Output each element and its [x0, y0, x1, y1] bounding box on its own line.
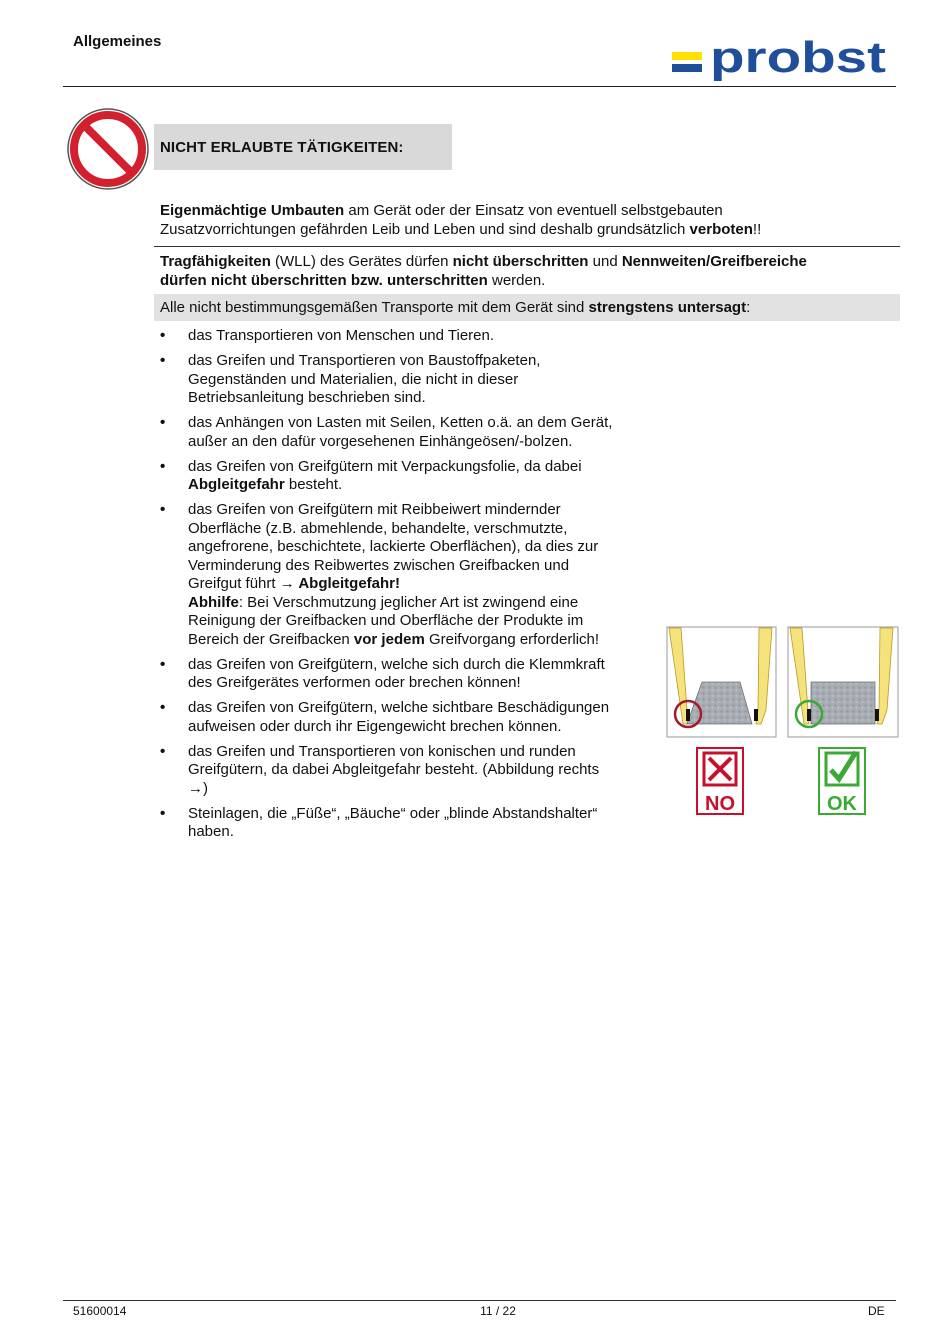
bullet-icon: •: [160, 742, 166, 760]
bullet-icon: •: [160, 655, 166, 673]
text: das Greifen von Greifgütern mit Reibbeiwert mindernder: [188, 501, 561, 518]
list-item: [160, 414, 640, 451]
list-item: [160, 656, 640, 693]
text: werden.: [487, 271, 546, 289]
text: !!: [752, 220, 762, 238]
list-item: [160, 501, 640, 649]
text-bold: Tragfähigkeiten: [160, 253, 271, 270]
text: am Gerät oder der Einsatz von eventuell selbstgebauten: [344, 202, 723, 219]
text: angefrorene, beschichtete, lackierte Oberflächen), da dies zur: [188, 538, 599, 555]
list-item: [160, 352, 640, 408]
text: haben.: [188, 823, 234, 840]
text: das Greifen von Greifgütern, welche sichtbare Beschädigungen: [188, 699, 610, 716]
text-bold: nicht überschritten: [452, 253, 589, 270]
text: Greifgütern, da dabei Abgleitgefahr besteht. (Abbildung rechts: [188, 761, 600, 778]
text: Bereich der Greifbacken: [188, 630, 354, 648]
text: das Greifen und Transportieren von konischen und runden: [188, 742, 576, 760]
panel-ok: [788, 627, 898, 737]
text: Betriebsanleitung beschrieben sind.: [188, 389, 426, 406]
text-bold: Nennweiten/Greifbereiche: [621, 253, 807, 270]
text: Greifgut führt: [188, 575, 280, 592]
list-item: [160, 699, 640, 736]
list-item: [160, 743, 640, 799]
bullet-icon: •: [160, 457, 166, 475]
text: des Greifgerätes verformen oder brechen können!: [188, 674, 521, 691]
logo-text: probst: [710, 38, 887, 82]
text: das Transportieren von Menschen und Tieren.: [188, 327, 495, 344]
bullet-icon: •: [160, 327, 166, 344]
text: außer an den dafür vorgesehenen Einhängeösen/-bolzen.: [188, 432, 573, 450]
text: Reinigung der Greifbacken und Oberfläche der Produkte im: [188, 612, 584, 629]
divider: [154, 246, 900, 247]
text: →): [188, 779, 208, 797]
prohibited-activities-list: [160, 327, 640, 848]
modification-warning: [160, 202, 896, 239]
text: das Greifen und Transportieren von Baustoffpaketen,: [188, 352, 541, 369]
text-bold: Eigenmächtige Umbauten: [160, 202, 345, 219]
bullet-icon: •: [160, 699, 166, 716]
warning-heading: [154, 124, 452, 170]
bullet-icon: •: [160, 804, 166, 822]
transport-prohibition-band: [154, 294, 900, 321]
text: das Anhängen von Lasten mit Seilen, Ketten o.ä. an dem Gerät,: [188, 414, 613, 431]
text: Alle nicht bestimmungsgemäßen Transporte mit dem Gerät sind: [160, 299, 589, 316]
gripping-illustration: [666, 626, 900, 820]
language-code: DE: [868, 1304, 885, 1318]
text: :: [746, 299, 751, 316]
no-badge: [697, 748, 743, 815]
text: Zusatzvorrichtungen gefährden Leib und Leben und sind deshalb grundsätzlich: [160, 220, 690, 238]
list-item: [160, 458, 640, 495]
bullet-icon: •: [160, 352, 166, 369]
probst-logo: [672, 38, 888, 84]
text: Greifvorgang erforderlich!: [424, 630, 600, 648]
text: Gegenständen und Materialien, die nicht in dieser: [188, 370, 519, 388]
text: : Bei Verschmutzung jeglicher Art ist zwingend eine: [238, 593, 579, 611]
text: das Greifen von Greifgütern mit Verpackungsfolie, da dabei: [188, 457, 582, 475]
text-bold: strengstens untersagt: [588, 299, 747, 316]
no-label: NO: [705, 793, 735, 815]
text: besteht.: [284, 476, 343, 493]
ok-label: OK: [827, 793, 857, 815]
text: das Greifen von Greifgütern, welche sich durch die Klemmkraft: [188, 655, 605, 673]
text: Oberfläche (z.B. abmehlende, behandelte, verschmutzte,: [188, 519, 568, 537]
panel-no: [667, 627, 776, 737]
bullet-icon: •: [160, 414, 166, 431]
ok-badge: [819, 748, 865, 815]
prohibition-icon: [67, 108, 149, 190]
bullet-icon: •: [160, 501, 166, 518]
section-title: Allgemeines: [73, 33, 162, 50]
warning-heading-text: NICHT ERLAUBTE TÄTIGKEITEN:: [160, 138, 404, 156]
header-divider: [63, 86, 896, 87]
text-bold: vor jedem: [353, 630, 425, 648]
load-capacity-warning: [160, 253, 896, 290]
text-bold: → Abgleitgefahr!: [279, 575, 400, 592]
text: Verminderung des Reibwertes zwischen Greifbacken und: [188, 556, 570, 574]
text: und: [588, 253, 622, 270]
text-bold: Abgleitgefahr: [188, 476, 285, 493]
text: aufweisen oder durch ihr Eigengewicht brechen können.: [188, 717, 562, 735]
text-bold: dürfen nicht überschritten bzw. unterschritten: [160, 271, 488, 289]
page-number: 11 / 22: [480, 1304, 516, 1318]
doc-number: 51600014: [73, 1304, 127, 1318]
footer-divider: [63, 1300, 896, 1301]
text: (WLL) des Gerätes dürfen: [270, 253, 453, 270]
text-bold: Abhilfe: [188, 593, 239, 611]
list-item: [160, 805, 640, 842]
list-item: [160, 327, 640, 346]
text-bold: verboten: [689, 220, 753, 238]
text: Steinlagen, die „Füße“, „Bäuche“ oder „blinde Abstandshalter“: [188, 804, 598, 822]
